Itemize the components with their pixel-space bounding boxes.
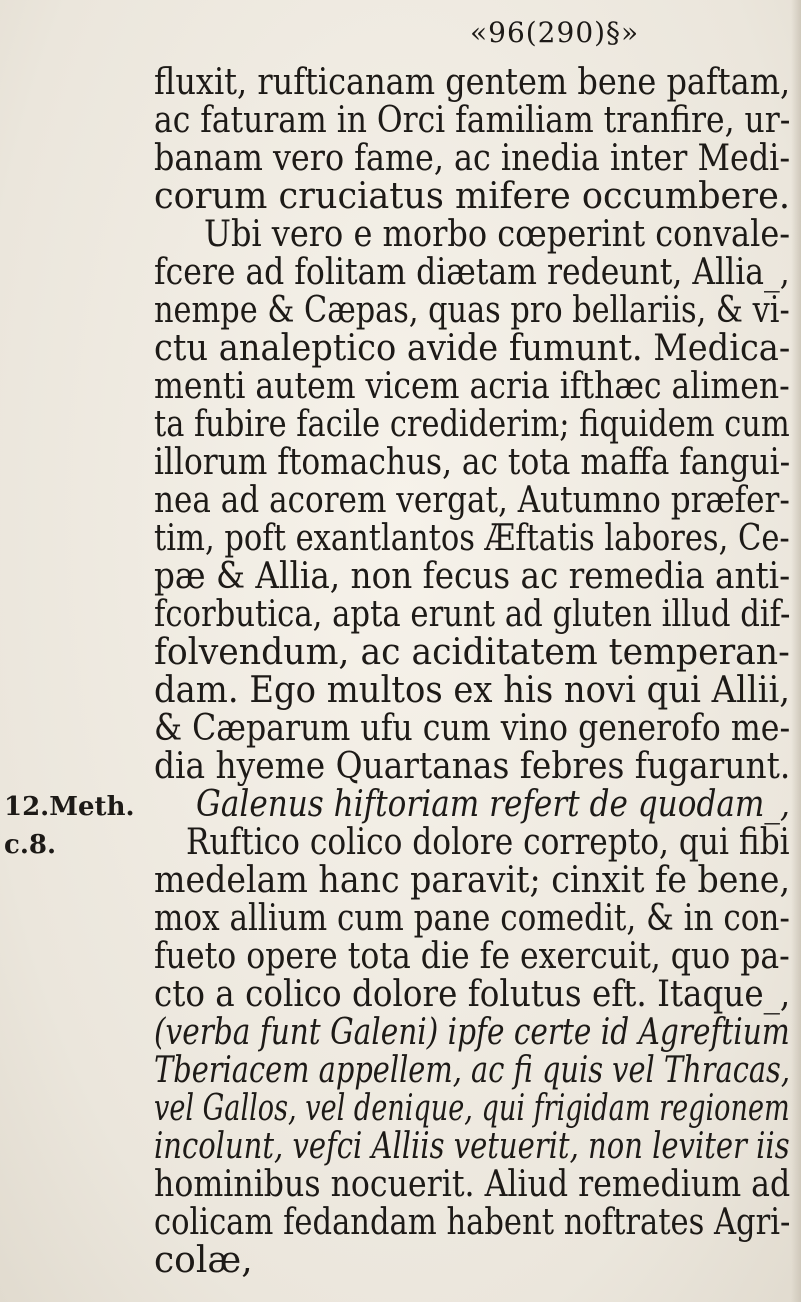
text-line: incolunt, vefci Alliis vetuerit, non leviter iis bbox=[154, 1126, 790, 1167]
text-line: fueto opere tota die fe exercuit, quo pa- bbox=[154, 936, 790, 977]
page-number-header: «96(290)§» bbox=[470, 16, 640, 49]
text-line: mox allium cum pane comedit, & in con- bbox=[154, 898, 790, 939]
text-line: Galenus hiftoriam refert de quodam_, bbox=[196, 784, 790, 825]
text-line: pæ & Allia, non fecus ac remedia anti- bbox=[154, 556, 791, 597]
text-line: folvendum, ac aciditatem temperan- bbox=[154, 632, 790, 673]
text-line: vel Gallos, vel denique, qui frigidam regionem bbox=[154, 1088, 790, 1129]
text-line: ac faturam in Orci familiam tranfire, ur- bbox=[154, 100, 791, 141]
text-line: ta fubire facile crediderim; fiquidem cum bbox=[154, 404, 790, 445]
text-line: cto a colico dolore folutus eft. Itaque_, bbox=[154, 974, 791, 1015]
text-line: ctu analeptico avide fumunt. Medica- bbox=[154, 328, 791, 369]
text-line: fluxit, rufticanam gentem bene paftam, bbox=[154, 62, 791, 103]
text-line: fcorbutica, apta erunt ad gluten illud dif- bbox=[154, 594, 791, 635]
page-edge-shadow bbox=[791, 0, 801, 1302]
text-line: nempe & Cæpas, quas pro bellariis, & vi- bbox=[154, 290, 790, 331]
text-line: medelam hanc paravit; cinxit fe bene, bbox=[154, 860, 791, 901]
text-line: menti autem vicem acria ifthæc alimen- bbox=[154, 366, 790, 407]
text-line: dia hyeme Quartanas febres fugarunt. bbox=[154, 746, 791, 787]
text-line: dam. Ego multos ex his novi qui Allii, bbox=[154, 670, 791, 711]
text-line: corum cruciatus mifere occumbere. bbox=[154, 176, 790, 217]
margin-note-chapter: c.8. bbox=[4, 830, 57, 860]
text-line: nea ad acorem vergat, Autumno præfer- bbox=[154, 480, 790, 521]
text-line: banam vero fame, ac inedia inter Medi- bbox=[154, 138, 791, 179]
margin-note-reference: 12.Meth. bbox=[4, 792, 135, 822]
text-line: colicam fedandam habent noftrates Agri- bbox=[154, 1202, 791, 1243]
text-line: illorum ftomachus, ac tota maffa fangui- bbox=[154, 442, 791, 483]
text-line: Tberiacem appellem, ac fi quis vel Thracas, bbox=[154, 1050, 791, 1091]
text-line: (verba funt Galeni) ipfe certe id Agreftium bbox=[154, 1012, 790, 1053]
text-line: hominibus nocuerit. Aliud remedium ad bbox=[154, 1164, 791, 1205]
text-line: Ruftico colico dolore correpto, qui fibi bbox=[186, 822, 790, 863]
text-line: tim, poft exantlantos Æftatis labores, Ce- bbox=[154, 518, 790, 559]
text-line: fcere ad folitam diætam redeunt, Allia_, bbox=[154, 252, 790, 293]
text-line: & Cæparum ufu cum vino generofo me- bbox=[154, 708, 791, 749]
text-line: colæ, bbox=[154, 1240, 253, 1281]
text-line: Ubi vero e morbo cœperint convale- bbox=[204, 214, 791, 255]
